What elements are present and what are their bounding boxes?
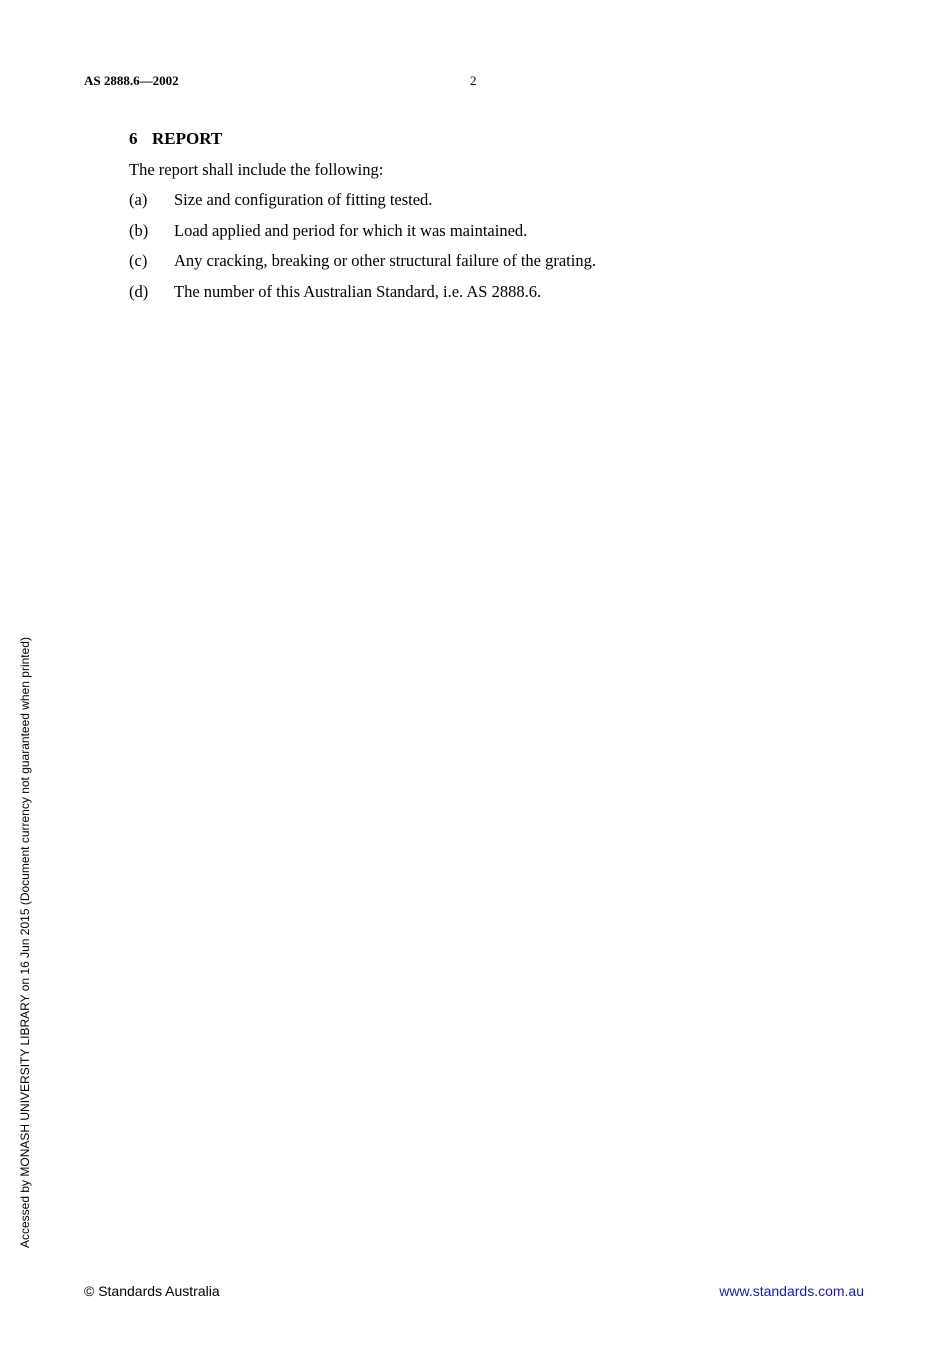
list-item-text: The number of this Australian Standard, i.e. AS 2888.6. bbox=[174, 281, 542, 301]
footer-website-link[interactable]: www.standards.com.au bbox=[719, 1283, 864, 1299]
section-heading bbox=[129, 128, 829, 150]
footer-copyright: © Standards Australia bbox=[84, 1283, 220, 1299]
document-id: AS 2888.6—2002 bbox=[84, 73, 179, 88]
access-watermark: Accessed by MONASH UNIVERSITY LIBRARY on 16 Jun 2015 (Document currency not guaranteed when printed) bbox=[18, 637, 32, 1248]
section-intro: The report shall include the following: bbox=[129, 160, 384, 179]
page-number: 2 bbox=[470, 73, 477, 88]
list-item bbox=[129, 220, 829, 242]
section-title: REPORT bbox=[152, 129, 223, 148]
list-item-text: Load applied and period for which it was maintained. bbox=[174, 220, 528, 240]
list-item-marker: (b) bbox=[129, 220, 149, 240]
list-item-text: Any cracking, breaking or other structural failure of the grating. bbox=[174, 251, 596, 270]
list-item-marker: (a) bbox=[129, 190, 148, 209]
list-item-marker: (d) bbox=[129, 281, 149, 301]
section-number: 6 bbox=[129, 129, 138, 148]
report-items-list bbox=[129, 189, 829, 303]
list-item bbox=[129, 189, 829, 211]
report-section bbox=[129, 128, 829, 311]
list-item bbox=[129, 281, 829, 303]
list-item-marker: (c) bbox=[129, 251, 148, 270]
list-item bbox=[129, 250, 829, 272]
list-item-text: Size and configuration of fitting tested. bbox=[174, 190, 433, 209]
